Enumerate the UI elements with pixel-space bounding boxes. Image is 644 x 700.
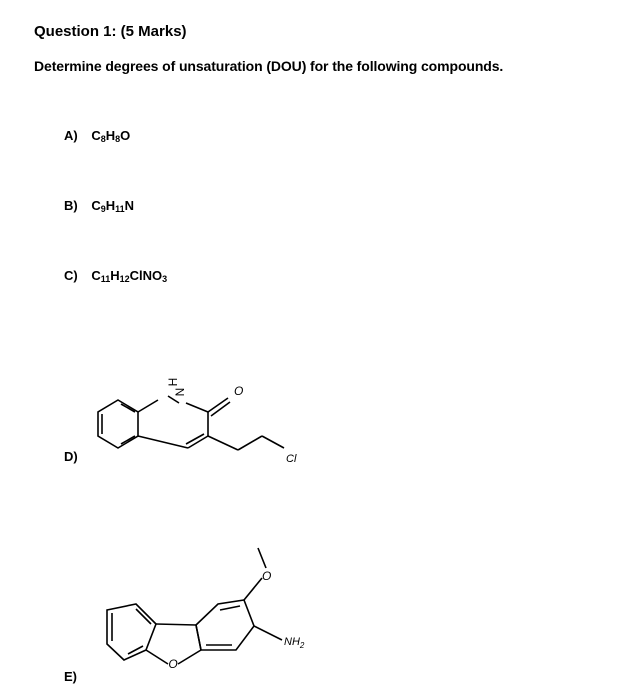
structure-e-right-ring (196, 600, 254, 650)
atom-d-n: N (173, 387, 187, 397)
item-a-formula-part: 8 (115, 134, 121, 144)
item-b-formula-part: 11 (115, 204, 125, 214)
atom-e-ring-o: O (168, 657, 178, 671)
item-b-label: B) (64, 198, 78, 213)
item-a-formula-part: H (105, 128, 116, 143)
atom-d-oxygen: O (234, 384, 244, 398)
item-b-formula-part: H (105, 198, 116, 213)
atom-e-amine-nh: NH (284, 636, 300, 648)
atom-e-amine (284, 636, 305, 650)
item-c-formula-part: 11 (100, 274, 111, 284)
item-b-formula-part: 9 (100, 204, 106, 214)
atom-e-methoxy-o: O (262, 569, 272, 583)
item-a-label: A) (64, 128, 78, 143)
item-a-formula-part: C (91, 128, 101, 143)
structure-d-label: D) (64, 449, 78, 464)
item-a-formula-part: O (120, 128, 131, 143)
item-b-formula-part: N (124, 198, 135, 213)
question-title: Question 1: (5 Marks) (34, 23, 187, 40)
item-c-formula-part: C (91, 268, 101, 283)
item-c-formula-part: ClNO (129, 268, 163, 283)
item-c-label: C) (64, 268, 78, 283)
question-instruction: Determine degrees of unsaturation (DOU) for the following compounds. (34, 58, 504, 74)
atom-d-nh-h: H (166, 377, 180, 387)
item-c-formula-part: 12 (119, 274, 130, 284)
item-b-formula-part: C (91, 198, 101, 213)
item-c-formula-part: 3 (162, 274, 168, 284)
atom-e-amine-sub: 2 (299, 641, 305, 650)
item-a-formula-part: 8 (100, 134, 106, 144)
atom-d-chlorine: Cl (286, 453, 297, 465)
structure-e-label: E) (64, 669, 77, 684)
item-c-formula-part: H (110, 268, 120, 283)
